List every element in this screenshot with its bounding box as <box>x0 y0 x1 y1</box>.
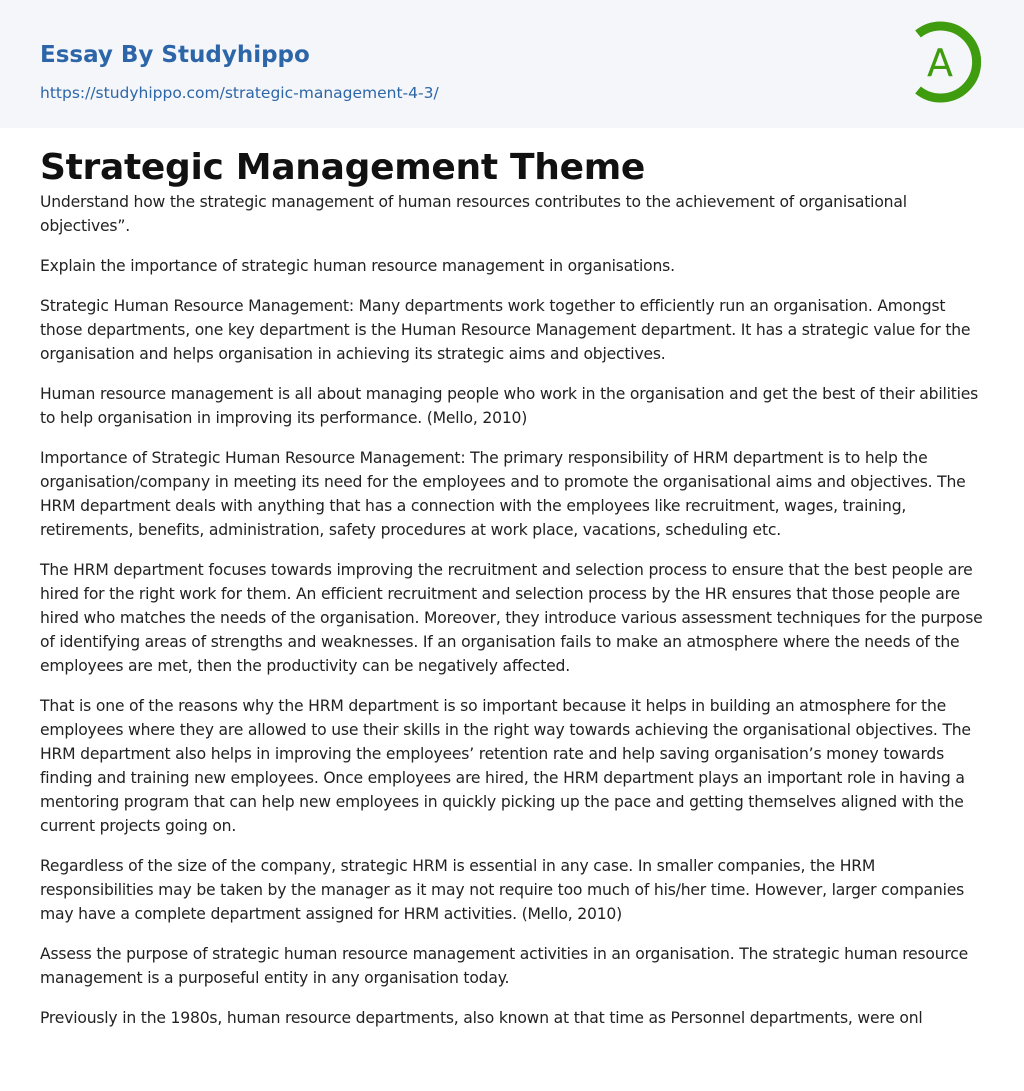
logo-letter: A <box>927 41 953 85</box>
paragraph: Regardless of the size of the company, strategic HRM is essential in any case. In smaller companies, the HRM responsibilities may be taken by the manager as it may not require too much of his/her time. However, larger companies may have a complete department assigned for HRM activities. (Mello, 2010) <box>40 857 965 923</box>
source-url-link[interactable]: https://studyhippo.com/strategic-management-4-3/ <box>40 84 439 102</box>
paragraph: The HRM department focuses towards improving the recruitment and selection process to ensure that the best people are hired for the right work for them. An efficient recruitment and selection process by the HR ensures that those people are hired who matches the needs of the organisation. Moreover, they introduce various assessment techniques for the purpose of identifying areas of strengths and weaknesses. If an organisation fails to make an atmosphere where the needs of the employees are met, then the productivity can be negatively affected. <box>40 561 983 675</box>
paragraph: Explain the importance of strategic human resource management in organisations. <box>40 257 675 275</box>
page-title: Strategic Management Theme <box>40 147 646 188</box>
site-header <box>0 0 1024 128</box>
brand-title: Essay By Studyhippo <box>40 42 310 68</box>
paragraph: Assess the purpose of strategic human resource management activities in an organisation. The strategic human resource management is a purposeful entity in any organisation today. <box>40 945 969 987</box>
paragraph-truncated: Previously in the 1980s, human resource departments, also known at that time as Personnel departments, were onl <box>40 1009 923 1027</box>
paragraph: Importance of Strategic Human Resource Management: The primary responsibility of HRM department is to help the organisation/company in meeting its need for the employees and to promote the organisational aims and objectives. The HRM department deals with anything that has a connection with the employees like recruitment, wages, training, retirements, benefits, administration, safety procedures at work place, vacations, scheduling etc. <box>40 449 966 539</box>
paragraph: Understand how the strategic management of human resources contributes to the achievement of organisational objectives”. <box>40 193 907 235</box>
article <box>0 128 1024 1030</box>
paragraph: That is one of the reasons why the HRM department is so important because it helps in building an atmosphere for the employees where they are allowed to use their skills in the right way towards achieving the organisational objectives. The HRM department also helps in improving the employees’ retention rate and help saving organisation’s money towards finding and training new employees. Once employees are hired, the HRM department plays an important role in having a mentoring program that can help new employees in quickly picking up the pace and getting themselves aligned with the current projects going on. <box>40 697 971 835</box>
paragraph: Strategic Human Resource Management: Many departments work together to efficiently run an organisation. Amongst those departments, one key department is the Human Resource Management department. It has a strategic value for the organisation and helps organisation in achieving its strategic aims and objectives. <box>40 297 971 363</box>
paragraph: Human resource management is all about managing people who work in the organisation and get the best of their abilities to help organisation in improving its performance. (Mello, 2010) <box>40 385 979 427</box>
studyhippo-logo-icon <box>912 18 986 106</box>
